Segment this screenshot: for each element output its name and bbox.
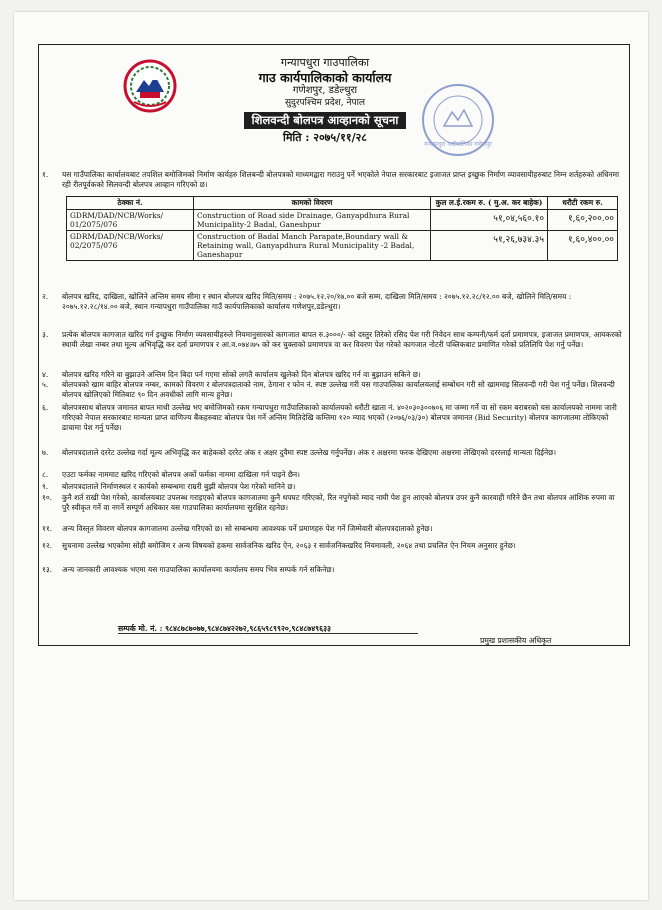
clause-item	[42, 370, 622, 380]
clause-number: १३.	[42, 565, 53, 574]
contact-numbers: सम्पर्क मो. नं. : ९८४८७८७०७७,९८४८७४२२७२,९८६५९८९९२०,९८४८७४९६३३	[118, 624, 331, 633]
intro-paragraph: १. यस गाउँपालिका कार्यालयबाट तपशिल बमोजिमको निर्माण कार्यहरु शिलबन्दी बोलपत्रको माध्यमद्वारा गराउनु पर्ने भएकोले नेपाल सरकारबाट इजाजत प्राप्त इच्छुक निर्माण व्यावसायीहरुबाट निम्न शर्तहरुको अधिनमा रही रीतपूर्वकको सिलवन्दी बोलपत्र आव्हान गरिएको छ।	[42, 170, 619, 189]
svg-text:गन्यापधुरा गाउँपालिका गणेशपुर: गन्यापधुरा गाउँपालिका गणेशपुर	[424, 141, 492, 148]
contract-id: GDRM/DAD/NCB/Works/ 02/2075/076	[67, 231, 194, 261]
contract-id: GDRM/DAD/NCB/Works/ 01/2075/076	[67, 210, 194, 231]
clause-text: कुनै शर्त राखी पेश गरेको, कार्यालयबाट उपलब्ध गराइएको बोलपत्र कागजातमा कुनै थपघट गरिएको, रित नपुगेको म्याद नाघी पेश हुन आएको बोलपत्र उपर कुनै कारवाही गरिने छैन तथा बोलपत्र आंशिक रुपमा वा पुरै स्वीकृत गर्ने वा नगर्ने सम्पूर्ण अधिकार यस गाउपालिका कार्यालयमा सुरक्षित रहनेछ।	[62, 493, 615, 512]
clause-text: प्रत्येक बोलपत्र कागजात खरिद गर्न इच्छुक निर्माण व्यवसायीहरुले नियमानुसारको कागजात बापत रु.३०००/- को दस्तुर तिरेको रसिद पेश गरी निवेदन साथ कम्पनी/फर्म दर्ता प्रमाणपत्र, इजाजत प्रमाणपत्र, आयकरको स्थायी लेखा नम्बर तथा मूल्य अभिवृद्धि कर दर्ता प्रमाणपत्र र आ.व.०७४।७५ को कर चुक्ताको प्रमाणपत्र वा कर विवरण पेश गरेको कागजात नोटरी पब्लिकबाट प्रमाणित गरेको प्रतिलिपि पेश गर्नु पर्नेछ।	[62, 330, 622, 349]
clause-number: ८.	[42, 470, 49, 479]
clause-text: सुचनामा उल्लेख भएकोमा सोही बमोजिम र अन्य विषयको हकमा सार्वजनिक खरिद ऐन, २०६३ र सार्वजनिकखरिद नियमावली, २०६४ तथा प्रचलित ऐन नियम अनुसार हुनेछ।	[62, 541, 516, 550]
office-address: गणेशपुर, डडेल्धुरा	[292, 85, 358, 97]
clause-number: ३.	[42, 330, 49, 339]
clause-number: १०.	[42, 493, 53, 502]
clause-item	[42, 524, 622, 534]
header-bid-deposit: धरौटी रकम रु.	[548, 197, 618, 210]
work-description: Construction of Badal Manch Parapate,Boundary wall & Retaining wall, Ganyapdhura Rural Municipality -2 Badal, Ganeshapur	[194, 231, 431, 261]
clause-item	[42, 292, 622, 312]
clause-item	[42, 565, 622, 575]
clause-item	[42, 330, 622, 350]
notice-date: मिति : २०७५/११/२८	[282, 131, 368, 145]
header-contract-no: ठेक्का नं.	[67, 197, 194, 210]
notice-title-banner: शिलवन्दी बोलपत्र आव्हानको सूचना	[244, 112, 407, 128]
clause-number: ७.	[42, 448, 49, 457]
contact-underline	[118, 633, 418, 634]
clause-number: ४.	[42, 370, 49, 379]
clause-item	[42, 448, 622, 458]
clause-item	[42, 482, 622, 492]
clause-item	[42, 541, 622, 551]
nepal-emblem-icon	[122, 58, 178, 114]
municipality-name: गन्यापधुरा गाउपालिका	[280, 56, 370, 69]
clause-item	[42, 493, 622, 513]
estimated-cost: ५१,२६,७३४.३५	[431, 231, 548, 261]
clause-item	[42, 380, 622, 400]
table-row	[67, 231, 618, 261]
clause-number: १२.	[42, 541, 53, 550]
clause-text: बोलपत्र खरिद गरिने वा बुझाउने अन्तिम दिन बिदा पर्न गएमा सोको लगतै कार्यालय खुलेको दिन बोलपत्र खरिद गर्न वा बुझाउन सकिने छ।	[62, 370, 421, 379]
clause-number: ९.	[42, 482, 49, 491]
province-name: सुदुरपश्चिम प्रदेश, नेपाल	[284, 97, 366, 108]
office-seal-stamp	[418, 80, 498, 160]
header-estimated-cost: कुल ल.ई.रकम रु. ( मु.अ. कर बाहेक)	[431, 197, 548, 210]
clause-number: ५.	[42, 380, 49, 389]
bid-deposit: १,६०,४००.००	[548, 231, 618, 261]
clause-number: ६.	[42, 403, 49, 412]
work-description: Construction of Road side Drainage, Ganyapdhura Rural Municipality-2 Badal, Ganeshpur	[194, 210, 431, 231]
contracts-table	[66, 196, 618, 261]
clause-text: अन्य विस्तृत विवरण बोलपत्र कागजातमा उल्लेख गरिएको छ। सो सम्बन्धमा आवश्यक पर्ने प्रमाणहरु पेश गर्ने जिम्मेवारी बोलपत्रदाताको हुनेछ।	[62, 524, 433, 533]
clause-number: २.	[42, 292, 49, 301]
clause-text: एउटा फर्मका नाममाट खरिद गरिएको बोलपत्र अर्को फर्मका नाममा दाखिला गर्न पाइने छैन।	[62, 470, 300, 479]
clause-text: बोलपत्रदाताले दररेट उल्लेख गर्दा मूल्य अभिवृद्धि कर बाहेकको दररेट अंक र अक्षर दुवैमा स्पष्ट उल्लेख गर्नुपर्नेछ। अंक र अक्षरमा फरक देखिएमा अक्षरमा लेखिएको दररलाई मान्यता दिईनेछ।	[62, 448, 557, 457]
header-work-description: कामको विवरण	[194, 197, 431, 210]
office-name: गाउ कार्यपालिकाको कार्यालय	[258, 69, 392, 85]
table-row	[67, 210, 618, 231]
clause-text: बोलपत्र खरिद, दाखिला, खोलिने अन्तिम समय सीमा र स्थान बोलपत्र खरिद मिति/समय : २०७५.१२.२०/१७.०० बजे सम्म, दाखिला मिति/समय : २०७५.१२.२८/१२.०० बजे, खोलिने मिति/समय : २०७५.१२.२८/१४.०० बजे, स्थान गन्यापधुरा गाउँपालिका गाउँ कार्यपालिकाको कार्यालय गणेशपुर,डडेल्धुरा।	[62, 292, 572, 311]
clause-text: बोलपत्रको खाम बाहिर बोलपत्र नम्बर, कामको विवरण र बोलपत्रदाताको नाम, ठेगाना र फोन नं. स्पष्ट उल्लेख गरी यस गाउपालिका कार्यालयलाई सम्बोधन गरी सो खाममाइ सिलवन्दी गरी पेश गर्नु पर्नेछ। शिलवन्दी बोलपत्र खोलिएको मितिबाट ९० दिन अवधीको लागि मान्य हुनेछ।	[62, 380, 615, 399]
clause-text: बोलपत्रसाथ बोलपत्र जमानत बापत माथी उल्लेख भए बमोजिमको रकम गन्यापधुरा गाउँपालिकाको कार्यालयको धरौटी खाता नं. ४०२०३०३००७०६ मा जम्मा गर्ने वा सो रकम बराबरको यस कार्यालयको नाममा जारी गरिएको नेपाल सरकारबाट मान्यता प्राप्त वाणिज्य बैंकहरुबाट बोलपत्र पेश गर्ने अन्तिम मितिदेखि कम्तिमा १२० म्याद भएको (२०७६/०३/३०) बोलपत्र जमानत (Bid Security) बोलपत्र कागजातमा तोकिएको ढाचामा पेश गर्नु पर्नेछ।	[62, 403, 617, 432]
clause-item	[42, 403, 622, 433]
clause-text: बोलपत्रदाताले निर्माणस्थल र कार्यको सम्बन्धमा राम्ररी बुझी बोलपत्र पेश गरेको मानिने छ।	[62, 482, 296, 491]
clause-item	[42, 470, 622, 480]
clause-number: ११.	[42, 524, 53, 533]
estimated-cost: ५१,०४,५६०.१०	[431, 210, 548, 231]
bid-deposit: १,६०,२००.००	[548, 210, 618, 231]
chief-officer-title: प्रमुख प्रशासकीय अधिकृत	[480, 636, 552, 645]
table-header-row	[67, 197, 618, 210]
clause-text: अन्य जानकारी आवश्यक भएमा यस गाउपालिका कार्यालयमा कार्यालय समय भित्र सम्पर्क गर्न सकिनेछ।	[62, 565, 335, 574]
